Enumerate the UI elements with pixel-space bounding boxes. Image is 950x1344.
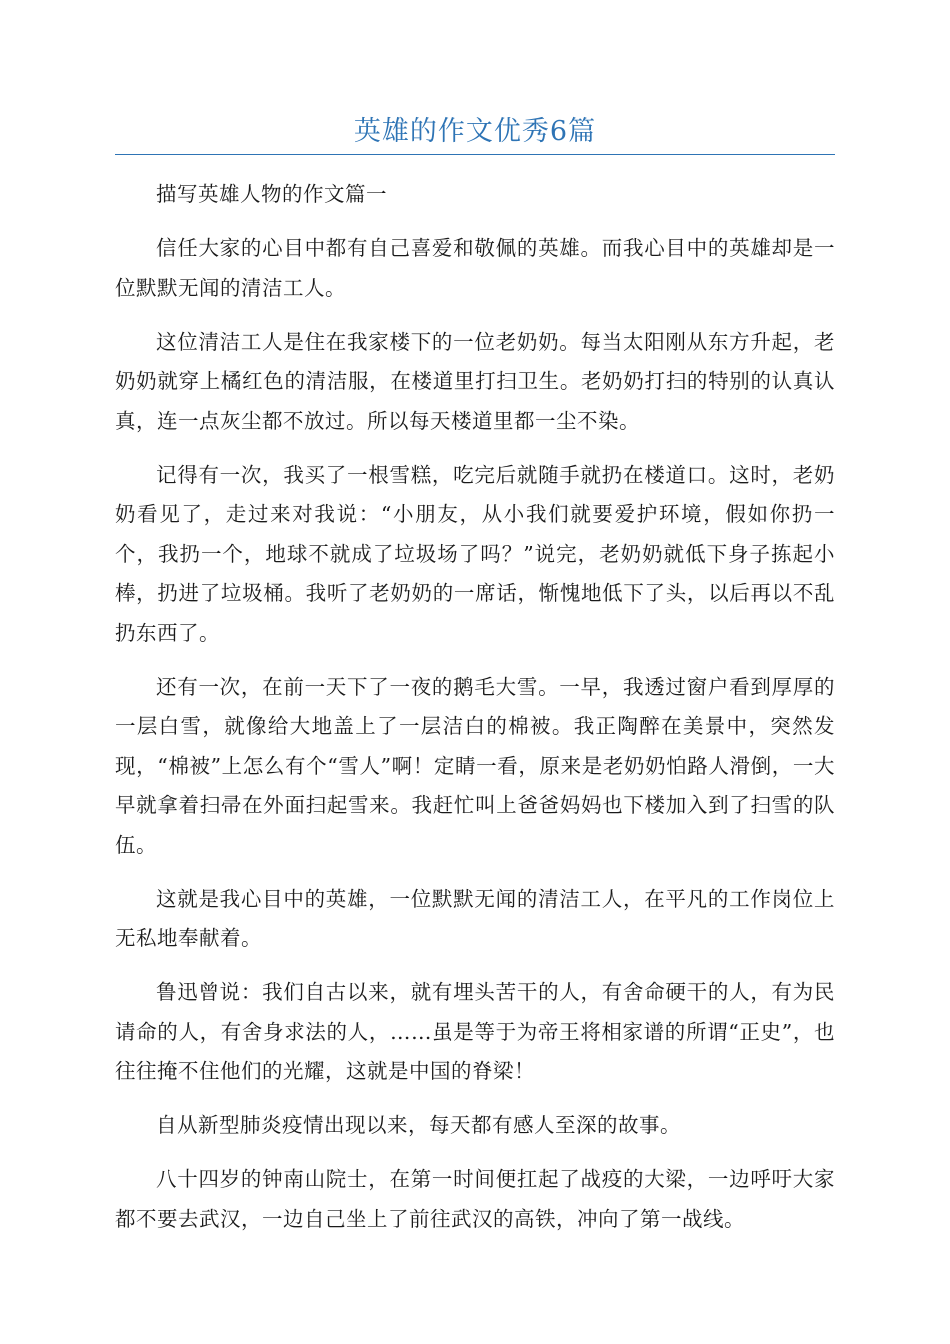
- document-body: [115, 175, 835, 1254]
- paragraph: 自从新型肺炎疫情出现以来，每天都有感人至深的故事。: [156, 1113, 681, 1137]
- section-heading: 描写英雄人物的作文篇一: [156, 182, 387, 206]
- paragraph: 还有一次，在前一天下了一夜的鹅毛大雪。一早，我透过窗户看到厚厚的一层白雪，就像给大地盖上了一层洁白的棉被。我正陶醉在美景中，突然发现，“棉被”上怎么有个“雪人”啊！定睛一看，原来是老奶奶怕路人滑倒，一大早就拿着扫帚在外面扫起雪来。我赶忙叫上爸爸妈妈也下楼加入到了扫雪的队伍。: [115, 674, 835, 857]
- paragraph: 信任大家的心目中都有自己喜爱和敬佩的英雄。而我心目中的英雄却是一位默默无闻的清洁工人。: [115, 236, 835, 300]
- paragraph: 这就是我心目中的英雄，一位默默无闻的清洁工人，在平凡的工作岗位上无私地奉献着。: [115, 886, 835, 950]
- paragraph: 这位清洁工人是住在我家楼下的一位老奶奶。每当太阳刚从东方升起，老奶奶就穿上橘红色的清洁服，在楼道里打扫卫生。老奶奶打扫的特别的认真认真，连一点灰尘都不放过。所以每天楼道里都一尘不染。: [115, 329, 835, 433]
- paragraph: 记得有一次，我买了一根雪糕，吃完后就随手就扔在楼道口。这时，老奶奶看见了，走过来对我说：“小朋友，从小我们就要爱护环境，假如你扔一个，我扔一个，地球不就成了垃圾场了吗？”说完，老奶奶就低下身子拣起小棒，扔进了垃圾桶。我听了老奶奶的一席话，惭愧地低下了头，以后再以不乱扔东西了。: [115, 462, 835, 645]
- document-title: 英雄的作文优秀6篇: [353, 116, 597, 147]
- title-underline: [115, 154, 835, 155]
- paragraph: 八十四岁的钟南山院士，在第一时间便扛起了战疫的大梁，一边呼吁大家都不要去武汉，一边自己坐上了前往武汉的高铁，冲向了第一战线。: [115, 1167, 835, 1231]
- paragraph: 鲁迅曾说：我们自古以来，就有埋头苦干的人，有舍命硬干的人，有为民请命的人，有舍身求法的人，……虽是等于为帝王将相家谱的所谓“正史”，也往往掩不住他们的光耀，这就是中国的脊梁！: [115, 980, 835, 1083]
